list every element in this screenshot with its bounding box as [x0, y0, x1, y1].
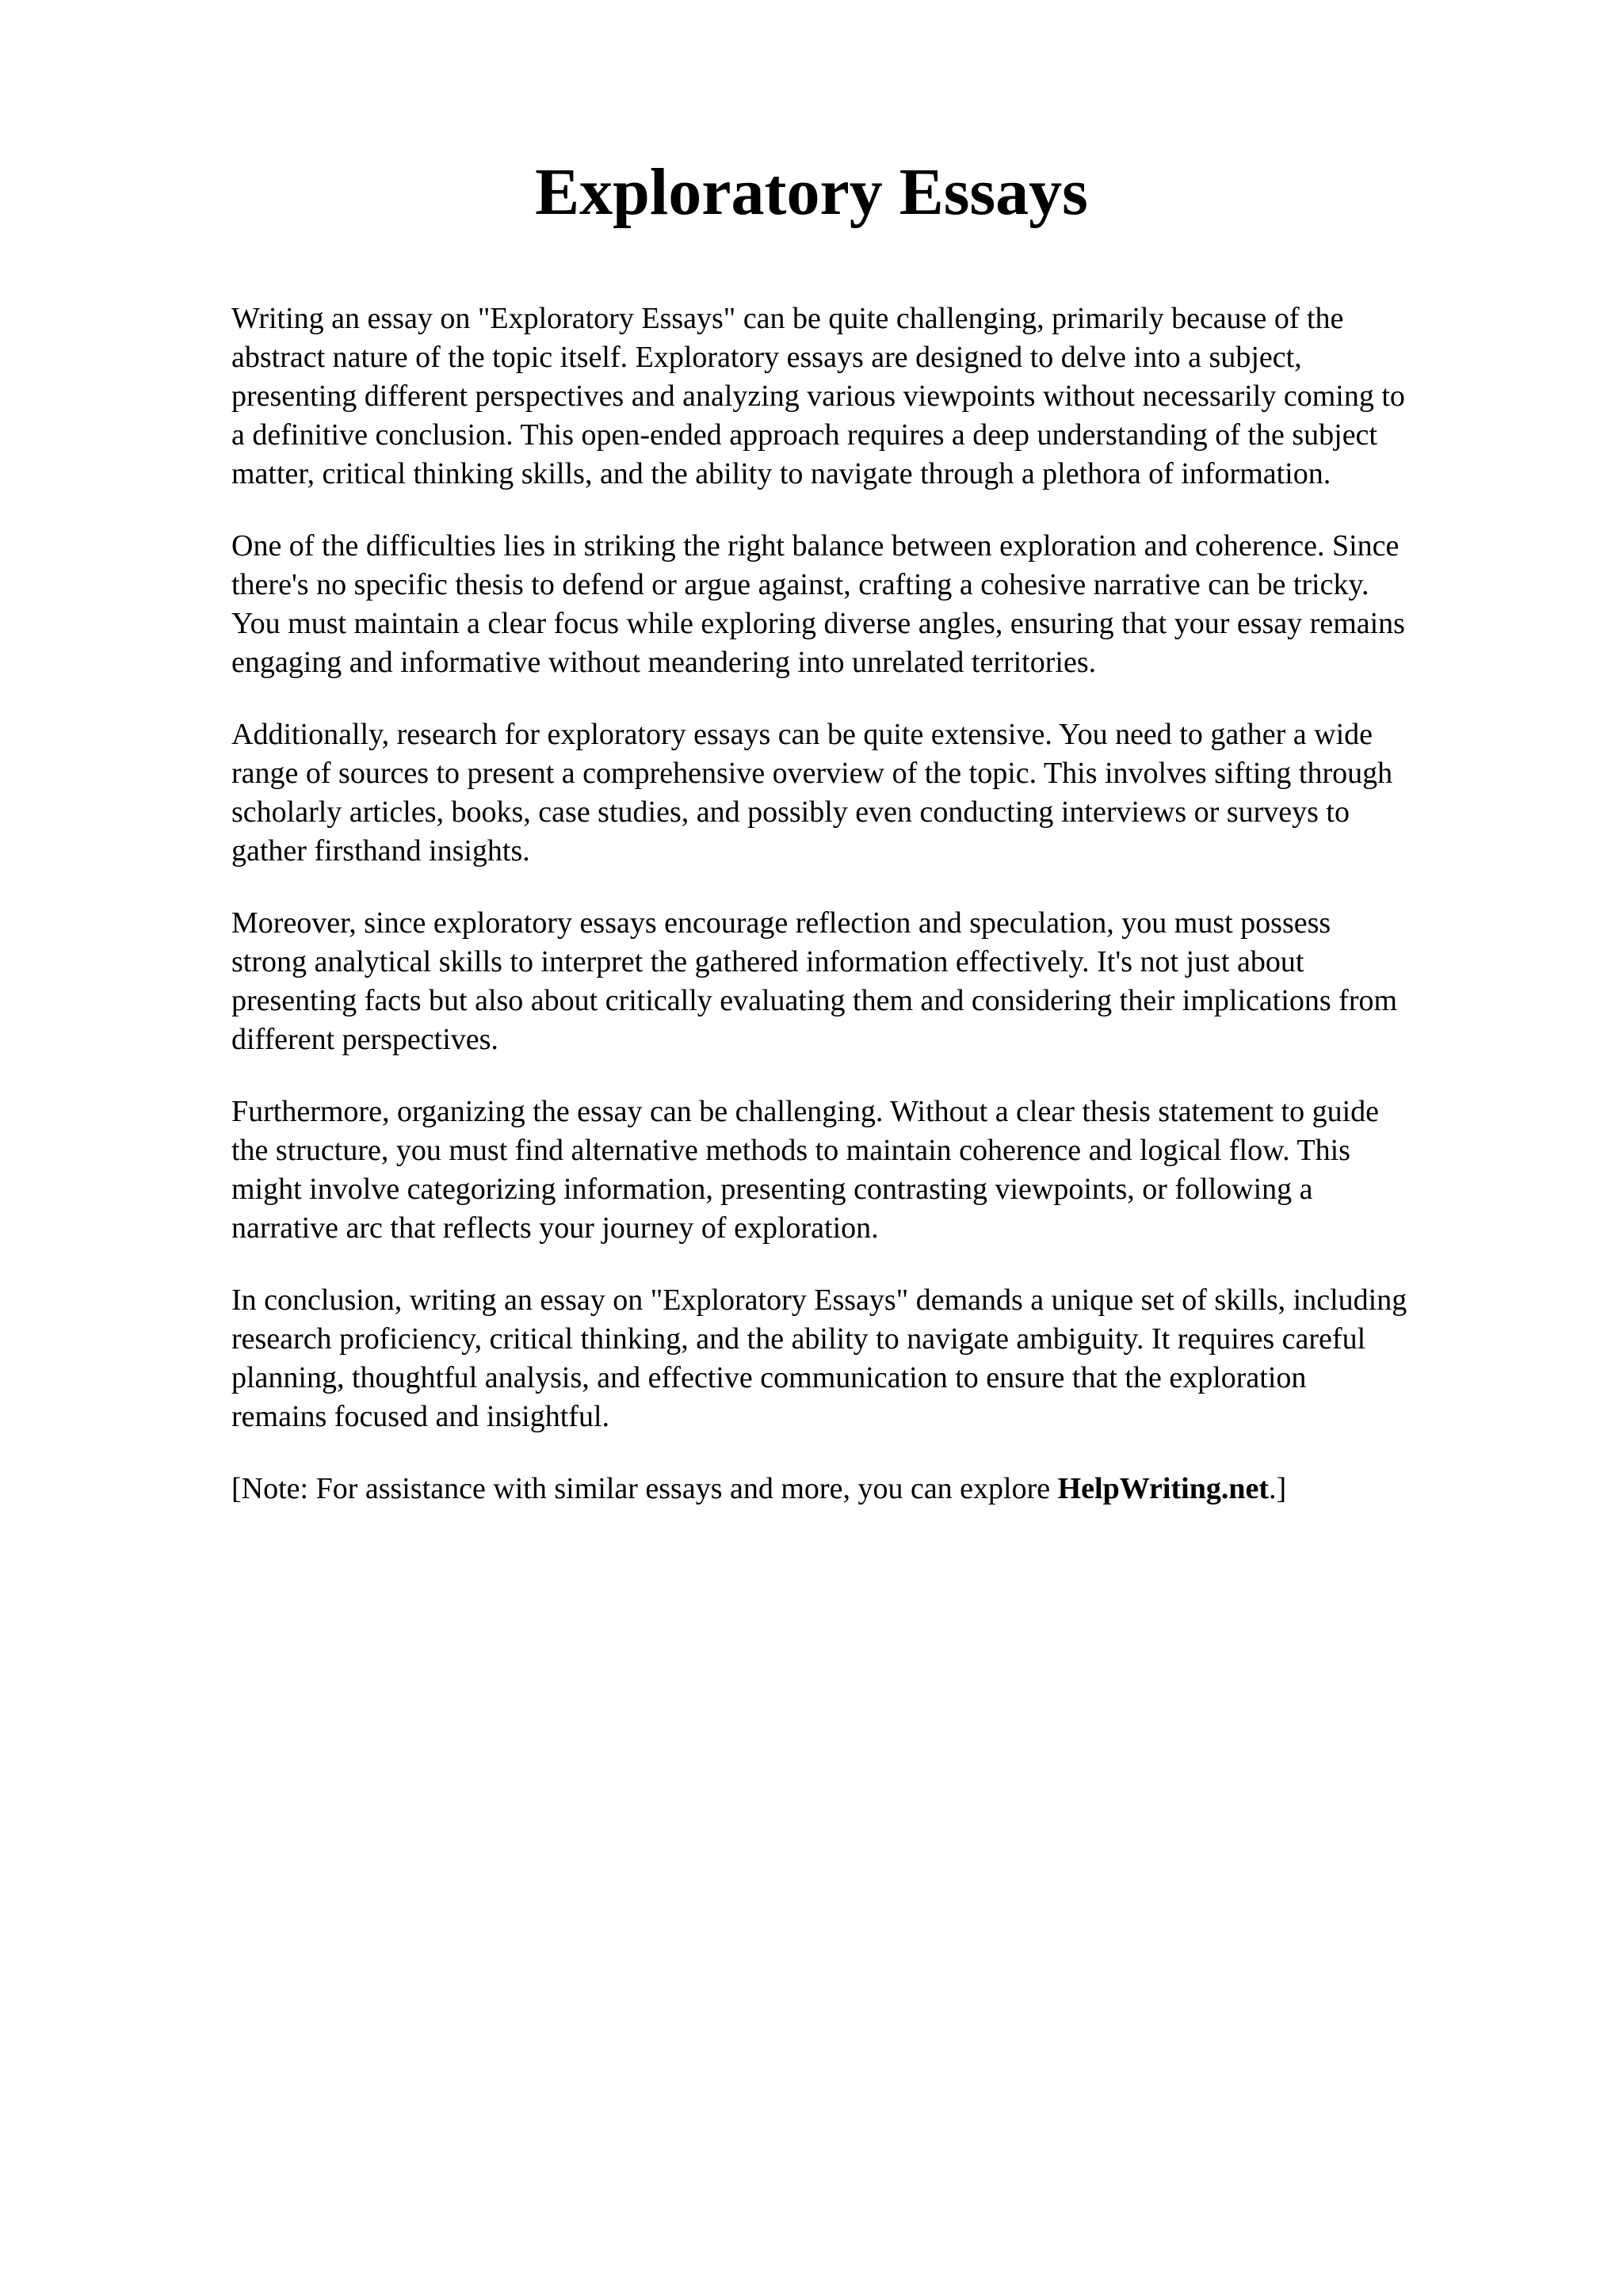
text-line: remains focused and insightful.: [231, 1400, 610, 1433]
text-line: narrative arc that reflects your journey of exploration.: [231, 1211, 879, 1245]
text-line: scholarly articles, books, case studies, and possibly even conducting interviews or surveys to: [231, 795, 1350, 829]
text-line: strong analytical skills to interpret the gathered information effectively. It's not just about: [231, 945, 1304, 978]
text-line: abstract nature of the topic itself. Exploratory essays are designed to delve into a subject,: [231, 341, 1302, 374]
paragraph-difficulties: [231, 527, 1531, 682]
text-line: different perspectives.: [231, 1023, 498, 1056]
paragraph-analysis: [231, 904, 1531, 1059]
text-line: In conclusion, writing an essay on "Exploratory Essays" demands a unique set of skills, including: [231, 1283, 1407, 1317]
text-line: presenting different perspectives and analyzing various viewpoints without necessarily coming to: [231, 379, 1405, 413]
text-line: might involve categorizing information, presenting contrasting viewpoints, or following a: [231, 1173, 1313, 1206]
note-prefix: [Note: For assistance with similar essays and more, you can explore: [231, 1472, 1051, 1505]
text-line: research proficiency, critical thinking, and the ability to navigate ambiguity. It requires careful: [231, 1322, 1366, 1356]
document-title: Exploratory Essays: [535, 155, 1088, 229]
text-line: presenting facts but also about critically evaluating them and considering their implications from: [231, 984, 1398, 1017]
paragraph-organizing: [231, 1093, 1531, 1248]
text-line: Additionally, research for exploratory essays can be quite extensive. You need to gather a wide: [231, 718, 1373, 751]
text-line: Writing an essay on "Exploratory Essays" can be quite challenging, primarily because of the: [231, 302, 1344, 335]
text-line: the structure, you must find alternative methods to maintain coherence and logical flow. This: [231, 1134, 1350, 1167]
text-line: matter, critical thinking skills, and the ability to navigate through a plethora of information.: [231, 457, 1331, 490]
paragraph-conclusion: [231, 1281, 1531, 1436]
text-line: Moreover, since exploratory essays encourage reflection and speculation, you must possess: [231, 906, 1331, 940]
text-line: gather firsthand insights.: [231, 834, 530, 868]
note-paragraph: [231, 1470, 1531, 1508]
helpwriting-link[interactable]: HelpWriting.net: [1057, 1472, 1269, 1505]
note-suffix: .]: [1268, 1472, 1287, 1505]
text-line: One of the difficulties lies in striking the right balance between exploration and coherence. Since: [231, 529, 1400, 563]
text-line: You must maintain a clear focus while exploring diverse angles, ensuring that your essay remains: [231, 607, 1405, 640]
paragraph-research: [231, 715, 1531, 871]
text-line: planning, thoughtful analysis, and effective communication to ensure that the exploration: [231, 1361, 1307, 1394]
text-line: range of sources to present a comprehensive overview of the topic. This involves sifting through: [231, 757, 1393, 790]
paragraph-intro: [231, 299, 1531, 494]
text-line: there's no specific thesis to defend or argue against, crafting a cohesive narrative can be tricky.: [231, 568, 1369, 601]
text-line: Furthermore, organizing the essay can be challenging. Without a clear thesis statement to guide: [231, 1095, 1380, 1128]
text-line: a definitive conclusion. This open-ended approach requires a deep understanding of the subject: [231, 418, 1377, 452]
essay-body: [231, 299, 1531, 1542]
text-line: engaging and informative without meandering into unrelated territories.: [231, 646, 1097, 679]
